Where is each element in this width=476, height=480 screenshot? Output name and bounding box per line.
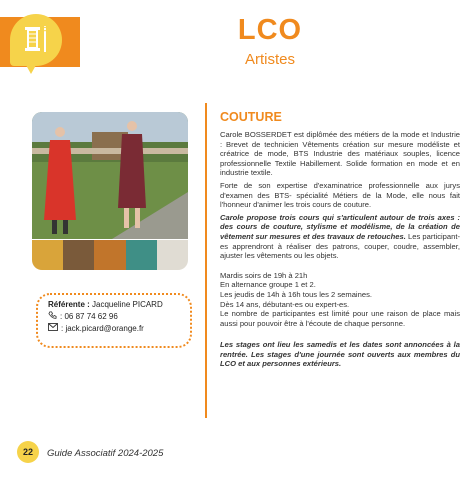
envelope-icon	[48, 323, 58, 335]
instructor-photo	[32, 112, 188, 239]
contact-box	[36, 293, 192, 348]
schedule-line: Mardis soirs de 19h à 21h	[220, 270, 308, 280]
expertise-paragraph: Forte de son expertise d'examinatrice professionnelle aux jurys d'examen des BTS- spécialité Métiers de la Mode, elle nous fait l'honneur d'animer les trois cours de couture.	[220, 180, 460, 210]
sewing-spool-icon	[10, 14, 62, 66]
contact-phone: : 06 87 74 62 96	[60, 312, 118, 321]
courses-emphasis: Carole propose trois cours qui s'articulent autour de trois axes : des cours de couture, stylisme et modélisme, de la création de vêtement sur mesures et des travaux de retouches.	[220, 212, 460, 241]
contact-label: Référente :	[48, 300, 90, 309]
schedule-line: Le nombre de participantes est limité pour une raison de place mais aussi pour pouvoir être à l'écoute de chaque personne.	[220, 309, 460, 328]
section-content	[220, 130, 460, 372]
page-subtitle: Artistes	[244, 51, 295, 68]
contact-name: Jacqueline PICARD	[92, 300, 163, 309]
schedule-line: Les jeudis de 14h à 16h tous les 2 semaines.	[220, 289, 372, 299]
contact-email[interactable]: : jack.picard@orange.fr	[61, 324, 144, 333]
page-title: LCO	[237, 14, 303, 46]
courses-description: Les participant-es apprendront à réaliser des patrons, couper, coudre, assembler, ajuster les vêtements ou les objets.	[220, 231, 460, 261]
courses-paragraph	[220, 213, 460, 261]
vertical-divider	[205, 103, 207, 418]
schedule-line: En alternance groupe 1 et 2.	[220, 280, 316, 290]
footer-guide-title: Guide Associatif 2024-2025	[47, 448, 164, 459]
sewing-work-photos	[32, 240, 188, 270]
page-number-badge: 22	[17, 441, 39, 463]
workshops-note: Les stages ont lieu les samedis et les dates sont annoncées à la rentrée. Les stages d'une journée sont ouverts aux membres du LCO et aux personnes extérieurs.	[220, 340, 460, 369]
schedule-line: Dès 14 ans, débutant-es ou expert-es.	[220, 299, 350, 309]
intro-paragraph: Carole BOSSERDET est diplômée des métiers de la mode et Industrie : Brevet de technicien Vêtements création sur mesure modéliste et créatrice de mode, BTS Industrie des matériaux souples, licence professionnelle Textile Habillement. Solide formation en mode et en industrie textile.	[220, 130, 460, 178]
section-title: COUTURE	[220, 110, 282, 124]
phone-icon	[48, 311, 57, 324]
